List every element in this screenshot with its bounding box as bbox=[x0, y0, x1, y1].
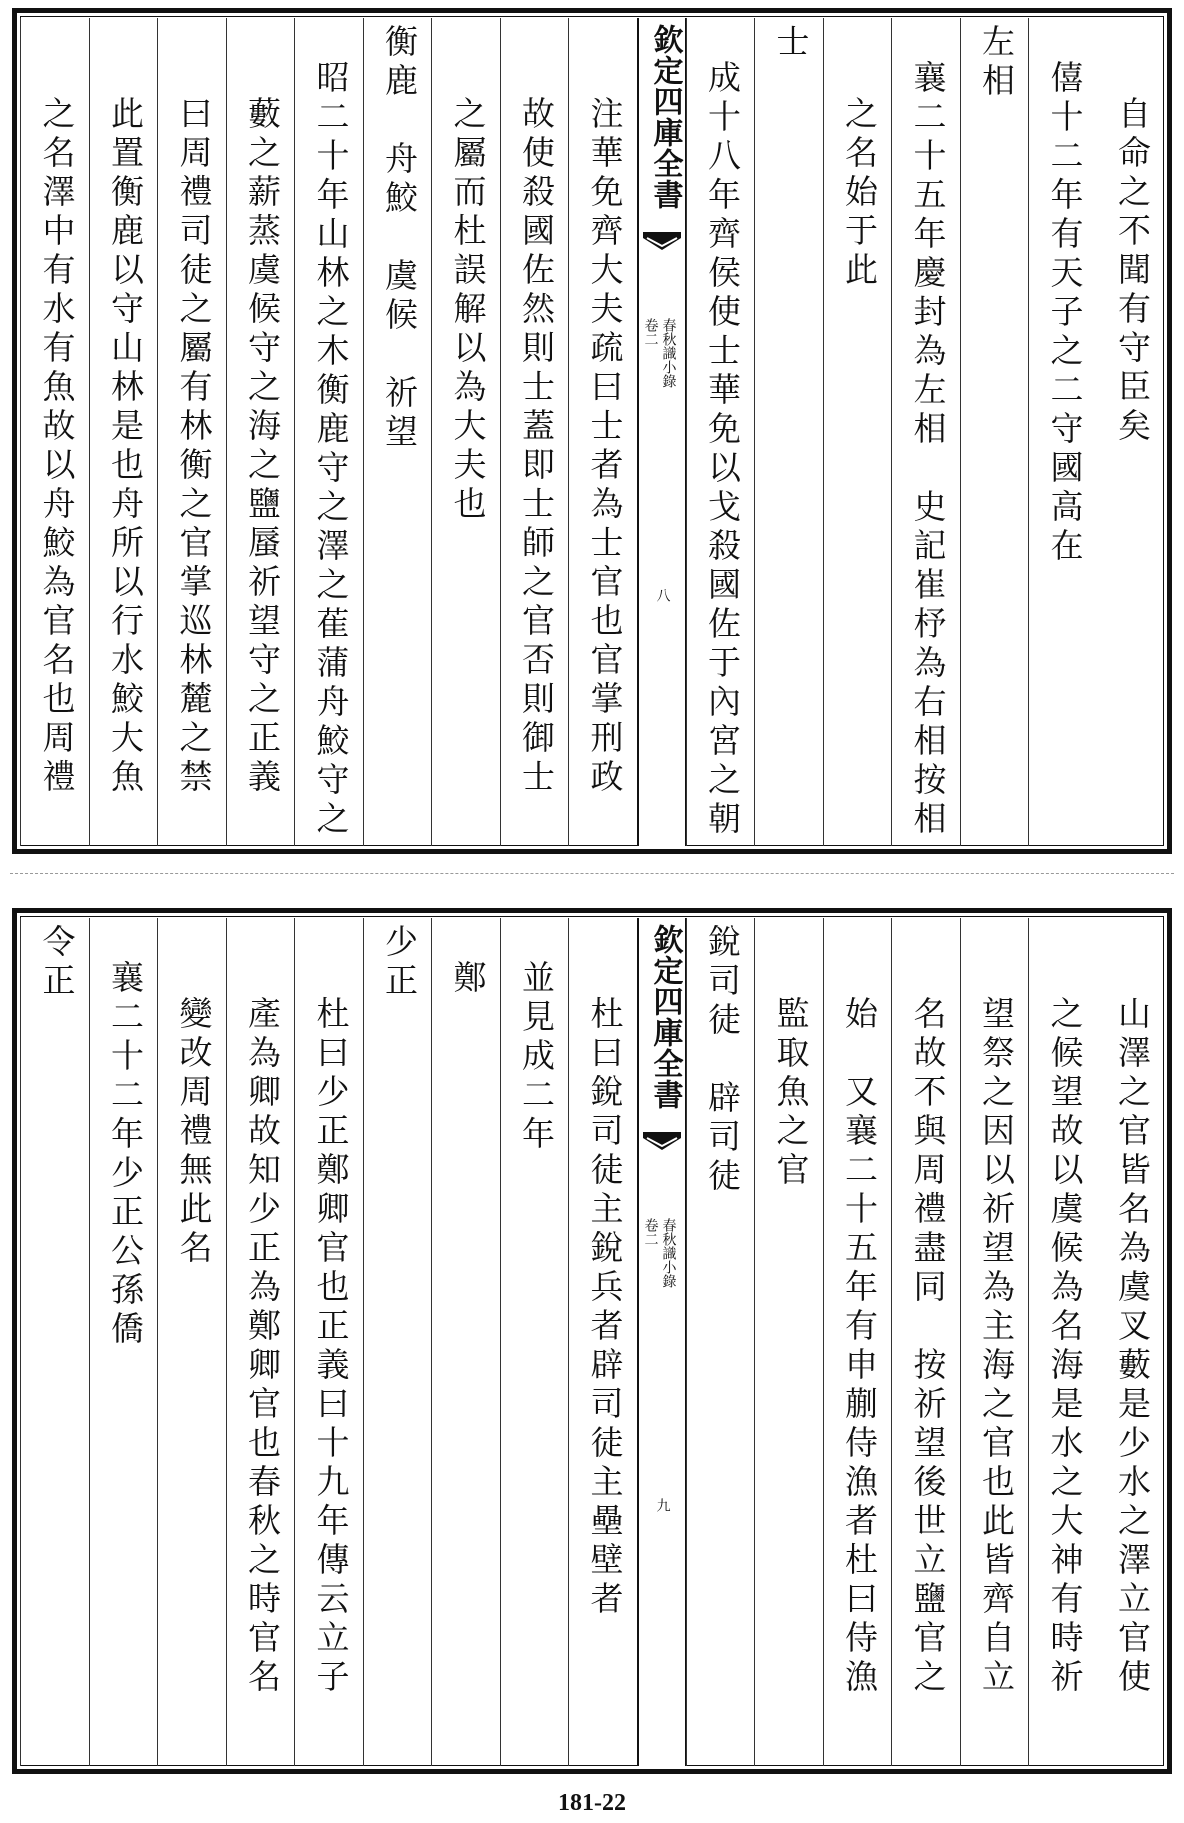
text-column bbox=[754, 18, 823, 846]
text-column bbox=[686, 18, 755, 846]
column-text: 衡鹿 舟鮫 虞候 祈望 bbox=[380, 24, 419, 453]
text-column bbox=[568, 18, 637, 846]
page-divider bbox=[10, 873, 1174, 874]
column-text: 產為卿故知少正為鄭卿官也春秋之時官名 bbox=[243, 996, 282, 1698]
text-column bbox=[1028, 918, 1097, 1766]
page-leaf-8 bbox=[0, 0, 1184, 860]
fishtail-mark-icon bbox=[641, 1128, 683, 1158]
column-text: 注華免齊大夫疏曰士者為士官也官掌刑政 bbox=[585, 96, 625, 798]
text-column bbox=[686, 918, 755, 1766]
text-column bbox=[363, 18, 432, 846]
column-text: 士 bbox=[771, 24, 811, 63]
volume-label: 卷二 bbox=[642, 1218, 659, 1246]
text-columns bbox=[20, 918, 1164, 1766]
column-text: 山澤之官皆名為虞叉藪是少水之澤立官使 bbox=[1113, 996, 1152, 1698]
column-text: 鄭 bbox=[448, 960, 488, 999]
page-leaf-9 bbox=[0, 900, 1184, 1780]
column-text: 變改周禮無此名 bbox=[174, 996, 214, 1269]
text-column bbox=[431, 918, 500, 1766]
text-column bbox=[20, 918, 89, 1766]
text-column bbox=[960, 18, 1029, 846]
column-text: 少正 bbox=[380, 924, 419, 1002]
page-number: 181-22 bbox=[558, 1790, 626, 1816]
text-column bbox=[363, 918, 432, 1766]
column-text: 之名澤中有水有魚故以舟鮫為官名也周禮 bbox=[37, 96, 77, 798]
column-text: 曰周禮司徒之屬有林衡之官掌巡林麓之禁 bbox=[174, 96, 214, 798]
book-name: 春秋識小錄 bbox=[660, 1218, 677, 1288]
volume-label: 卷二 bbox=[642, 318, 659, 346]
text-columns bbox=[20, 18, 1164, 846]
column-text: 成十八年齊侯使士華免以戈殺國佐于內宮之朝 bbox=[703, 60, 742, 840]
column-text: 之屬而杜誤解以為大夫也 bbox=[448, 96, 488, 525]
text-column bbox=[294, 918, 363, 1766]
text-column bbox=[157, 918, 226, 1766]
column-text: 令正 bbox=[37, 924, 77, 1002]
leaf-number: 八 bbox=[654, 588, 671, 602]
leaf-number: 九 bbox=[654, 1498, 671, 1512]
text-column bbox=[431, 18, 500, 846]
fishtail-mark-icon bbox=[641, 228, 683, 258]
column-text: 望祭之因以祈望為主海之官也此皆齊自立 bbox=[977, 996, 1016, 1698]
column-text: 之候望故以虞候為名海是水之大神有時祈 bbox=[1045, 996, 1085, 1698]
text-column bbox=[89, 18, 158, 846]
text-column bbox=[1028, 18, 1097, 846]
book-series-title: 欽定四庫全書 bbox=[647, 924, 683, 1110]
text-column bbox=[500, 18, 569, 846]
text-column bbox=[500, 918, 569, 1766]
text-column bbox=[1097, 18, 1165, 846]
text-column bbox=[1097, 918, 1165, 1766]
text-column bbox=[226, 18, 295, 846]
fold-strip bbox=[637, 18, 686, 846]
column-text: 之名始于此 bbox=[840, 96, 879, 291]
text-column bbox=[823, 18, 892, 846]
text-column bbox=[823, 918, 892, 1766]
text-column bbox=[157, 18, 226, 846]
column-text: 僖十二年有天子之二守國高在 bbox=[1045, 60, 1085, 567]
text-column bbox=[891, 918, 960, 1766]
column-text: 銳司徒 辟司徒 bbox=[703, 924, 742, 1197]
column-text: 襄二十五年慶封為左相 史記崔杼為右相按相 bbox=[908, 60, 948, 840]
column-text: 杜曰銳司徒主銳兵者辟司徒主壘壁者 bbox=[585, 996, 625, 1620]
column-text: 左相 bbox=[977, 24, 1016, 102]
column-text: 杜曰少正鄭卿官也正義曰十九年傳云立子 bbox=[311, 996, 351, 1698]
text-column bbox=[960, 918, 1029, 1766]
text-column bbox=[226, 918, 295, 1766]
book-series-title: 欽定四庫全書 bbox=[647, 24, 683, 210]
text-column bbox=[891, 18, 960, 846]
column-text: 昭二十年山林之木衡鹿守之澤之萑蒲舟鮫守之 bbox=[311, 60, 351, 840]
text-column bbox=[568, 918, 637, 1766]
column-text: 監取魚之官 bbox=[771, 996, 811, 1191]
text-column bbox=[294, 18, 363, 846]
text-column bbox=[754, 918, 823, 1766]
column-text: 始 又襄二十五年有申蒯侍漁者杜曰侍漁 bbox=[840, 996, 879, 1698]
column-text: 名故不與周禮盡同 按祈望後世立鹽官之 bbox=[908, 996, 948, 1698]
text-column bbox=[89, 918, 158, 1766]
column-text: 故使殺國佐然則士蓋即士師之官否則御士 bbox=[517, 96, 556, 798]
column-text: 此置衡鹿以守山林是也舟所以行水鮫大魚 bbox=[106, 96, 145, 798]
column-text: 藪之薪蒸虞候守之海之鹽蜃祈望守之正義 bbox=[243, 96, 282, 798]
fold-strip bbox=[637, 918, 686, 1766]
text-column bbox=[20, 18, 89, 846]
column-text: 襄二十二年少正公孫僑 bbox=[106, 960, 145, 1350]
column-text: 並見成二年 bbox=[517, 960, 556, 1155]
book-name: 春秋識小錄 bbox=[660, 318, 677, 388]
column-text: 自命之不聞有守臣矣 bbox=[1113, 96, 1152, 447]
